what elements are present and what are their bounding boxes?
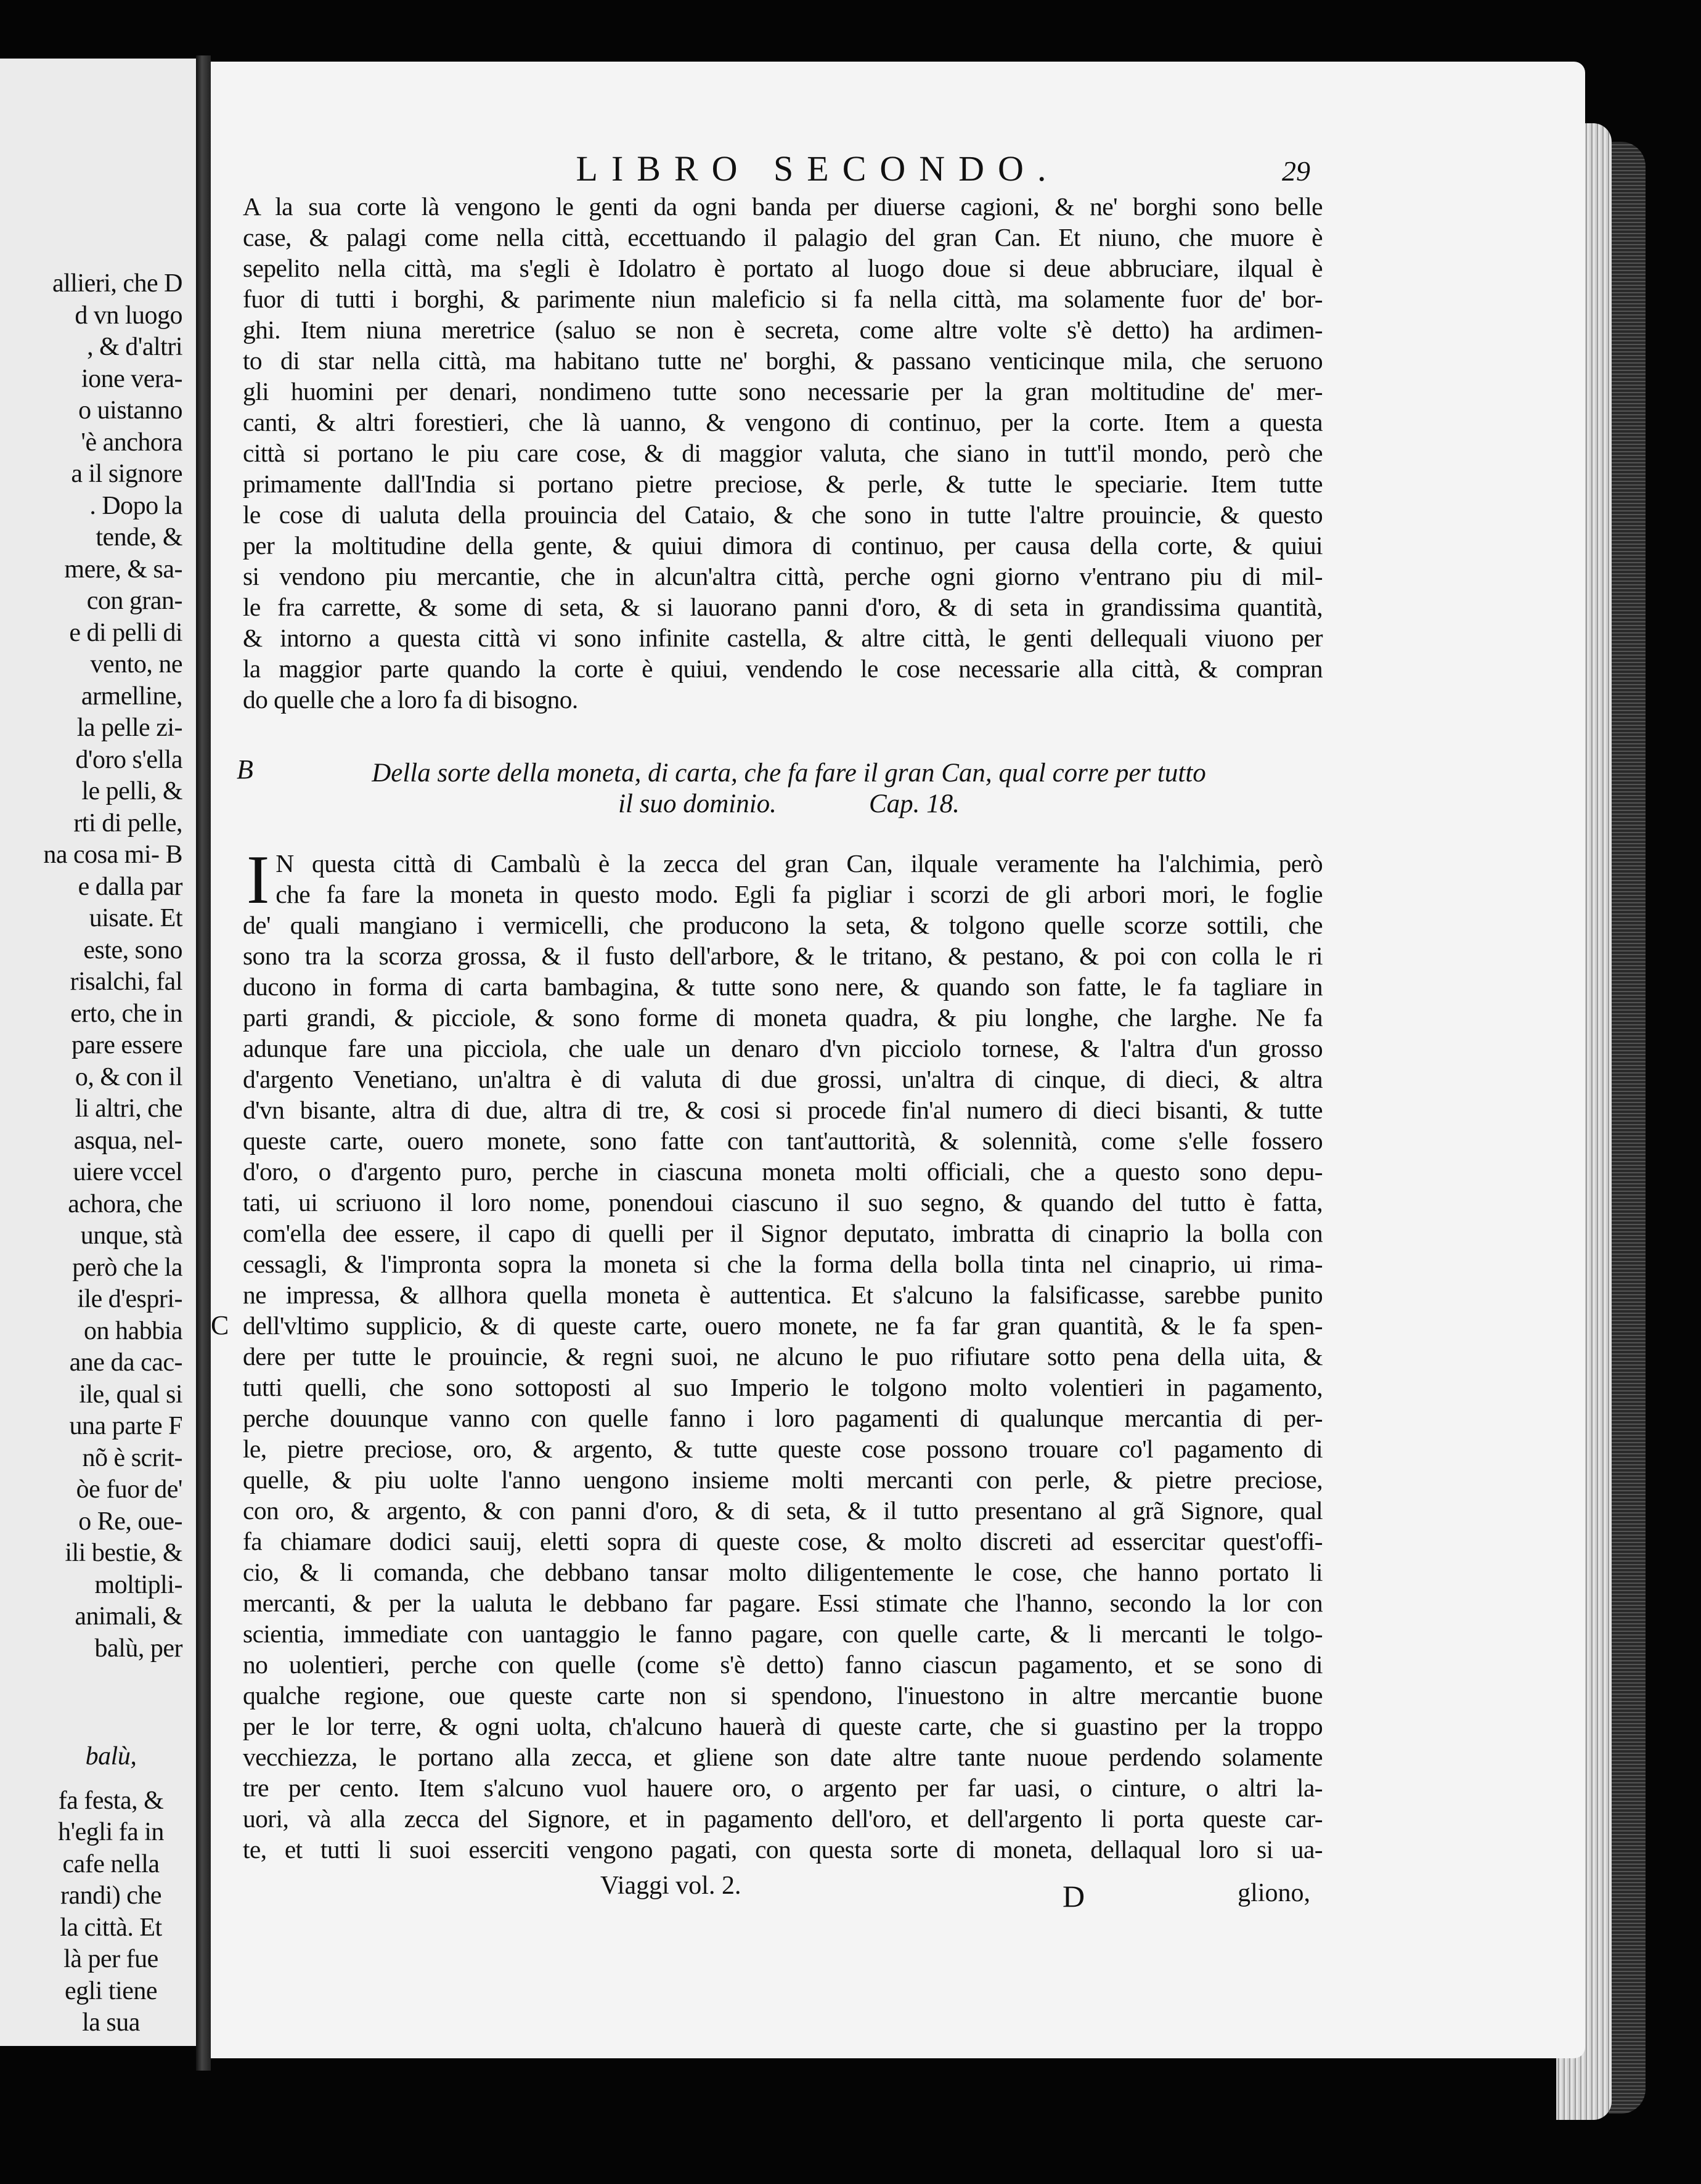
left-line: 'è anchora <box>81 428 182 457</box>
left-line: però che la <box>72 1253 182 1282</box>
text-line: con oro, & argento, & con panni d'oro, & di seta, & il tutto presentano al grã Signore, qual <box>243 1496 1323 1525</box>
left-line: unque, stà <box>80 1221 182 1250</box>
left-line: na cosa mi- B <box>43 841 182 869</box>
left-line: h'egli fa in <box>58 1818 164 1846</box>
text-line: N questa città di Cambalù è la zecca del gran Can, ilquale veramente ha l'alchimia, però <box>275 849 1323 878</box>
drop-cap: I <box>247 842 270 918</box>
text-line: tutti quelli, che sono sottoposti al suo Imperio le tolgono molto volentieri in pagamento, <box>243 1373 1323 1401</box>
text-line: parti grandi, & picciole, & sono forme di moneta quadra, & piu longhe, che larghe. Ne fa <box>243 1003 1323 1032</box>
text-line: perche douunque vanno con quelle fanno i loro pagamenti di qualunque mercantia di per- <box>243 1404 1323 1432</box>
text-line: canti, & altri forestieri, che là uanno, & vengono di continuo, per la corte. Item a questa <box>243 408 1323 436</box>
text-line: com'ella dee essere, il capo di quelli per il Signor deputato, imbratta di cinaprio la bolla con <box>243 1219 1323 1247</box>
text-line: A la sua corte là vengono le genti da ogni banda per diuerse cagioni, & ne' borghi sono belle <box>243 192 1323 221</box>
left-spacer <box>0 1773 185 1785</box>
left-line: o uistanno <box>78 396 182 425</box>
text-line: sepelito nella città, ma s'egli è Idolatro è portato al luogo doue si deue abbruciare, ilqual è <box>243 254 1323 282</box>
text-line: che fa fare la moneta in questo modo. Egli fa pigliar i scorzi de gli arbori mori, le foglie <box>275 880 1323 908</box>
left-line: d'oro s'ella <box>75 745 182 774</box>
text-line: case, & palagi come nella città, eccettuando il palagio del gran Can. Et niuno, che muore è <box>243 223 1323 251</box>
left-line: vento, ne <box>90 650 182 678</box>
text-line: si vendono piu mercantie, che in alcun'altra città, perche ogni giorno v'entrano piu di mil- <box>243 562 1323 590</box>
left-line: a il signore <box>71 460 182 488</box>
left-line: allieri, che D <box>52 269 182 298</box>
text-line: cessagli, & l'impronta sopra la moneta si che la forma della bolla tinta nel cinaprio, ui rima- <box>243 1250 1323 1278</box>
text-line: città si portano le piu care cose, & di maggior valuta, che siano in tutt'il mondo, però che <box>243 439 1323 467</box>
paragraph-1 <box>243 191 1323 715</box>
text-line: de' quali mangiano i vermicelli, che producono la seta, & tolgono quelle scorze sottili, che <box>243 911 1323 939</box>
quire-signature-letter: D <box>1063 1879 1085 1913</box>
text-line: & intorno a questa città vi sono infinite castella, & altre città, le genti dellequali viuono per <box>243 624 1323 652</box>
left-line: cafe nella <box>62 1849 160 1878</box>
text-line: gli huomini per denari, nondimeno tutte sono necessarie per la gran moltitudine de' mer- <box>243 377 1323 405</box>
text-line: le cose di ualuta della prouincia del Cataio, & che sono in tutte l'altre prouincie, & questo <box>243 500 1323 529</box>
left-line: uisate. Et <box>89 904 182 932</box>
left-line: ili bestie, & <box>65 1539 182 1567</box>
text-line: le, pietre preciose, oro, & argento, & tutte queste cose possono trouare co'l pagamento di <box>243 1435 1323 1463</box>
left-line: asqua, nel- <box>73 1126 182 1155</box>
text-line: tre per cento. Item s'alcuno vuol hauere oro, o argento per far uasi, o cinture, o altri la- <box>243 1774 1323 1802</box>
chapter-title-line-2 <box>329 789 1249 820</box>
left-line: balù, <box>85 1742 137 1770</box>
catchword: gliono, <box>1238 1879 1310 1907</box>
text-line-with-margin <box>211 1310 1323 1341</box>
text-line: queste carte, ouero monete, sono fatte con tant'auttorità, & solennità, come s'elle fossero <box>243 1127 1323 1155</box>
text-line: tati, ui scriuono il loro nome, ponendoui ciascuno il suo segno, & quando del tutto è fatta, <box>243 1188 1323 1216</box>
section-gap <box>243 820 1323 848</box>
left-line: ione vera- <box>81 364 182 393</box>
left-line: e di pelli di <box>69 618 182 647</box>
left-line: uiere vccel <box>73 1158 182 1186</box>
left-line: erto, che in <box>70 999 182 1028</box>
left-line: moltipli- <box>94 1570 182 1599</box>
chapter-heading <box>237 754 1323 820</box>
left-line: d vn luogo <box>75 301 182 330</box>
text-line: d'vn bisante, altra di due, altra di tre, & cosi si procede fin'al numero di dieci bisanti, & tutte <box>243 1096 1323 1124</box>
left-line: òe fuor de' <box>76 1475 182 1504</box>
left-facing-page <box>0 59 200 2046</box>
left-line: on habbia <box>84 1316 182 1345</box>
left-line: balù, per <box>94 1634 182 1663</box>
text-line: le fra carrette, & some di seta, & si lauorano panni d'oro, & di seta in grandissima quantità, <box>243 593 1323 621</box>
left-line: mere, & sa- <box>64 555 182 584</box>
text-line: dere per tutte le prouincie, & regni suoi, ne alcuno le puo rifiutare sotto pena della uita, & <box>243 1342 1323 1371</box>
text-line: sono tra la scorza grossa, & il fusto dell'arbore, & le tritano, & pestano, & poi con colla le ri <box>243 942 1323 970</box>
running-head <box>243 148 1323 191</box>
left-line: armelline, <box>81 682 182 711</box>
text-line: uori, và alla zecca del Signore, et in pagamento dell'oro, et dell'argento li porta queste car- <box>243 1804 1323 1833</box>
left-line: rti di pelle, <box>73 809 182 837</box>
page-footer <box>243 1871 1323 1913</box>
chapter-number: Cap. 18. <box>868 789 960 818</box>
margin-letter-b: B <box>237 754 253 784</box>
left-line: tende, & <box>96 523 182 552</box>
text-line: fa chiamare dodici sauij, eletti sopra di queste cose, & molto discreti ad essercitar quest'offi- <box>243 1527 1323 1555</box>
chapter-title-line-2-text: il suo dominio. <box>618 789 777 818</box>
left-page-tail <box>0 1741 185 2039</box>
text-line: la maggior parte quando la corte è quiui, vendendo le cose necessarie alla città, & compran <box>243 654 1323 683</box>
running-title: LIBRO SECONDO. <box>576 149 1060 189</box>
text-line: primamente dall'India si portano pietre preciose, & perle, & tutte le speciarie. Item tutte <box>243 470 1323 498</box>
text-line: do quelle che a loro fa di bisogno. <box>243 685 578 714</box>
left-page-text <box>0 268 182 1664</box>
text-line: vecchiezza, le portano alla zecca, et gliene son date altre tante nuoue perdendo solamente <box>243 1743 1323 1771</box>
left-line: la pelle zi- <box>76 714 182 742</box>
signature-line: Viaggi vol. 2. <box>600 1872 741 1900</box>
left-line: una parte F <box>69 1412 182 1440</box>
margin-letter-c: C <box>211 1310 229 1340</box>
page-number: 29 <box>1282 155 1310 187</box>
left-line: pare essere <box>71 1031 182 1059</box>
section-gap <box>243 715 1323 758</box>
left-line: nõ è scrit- <box>82 1443 182 1472</box>
left-line: li altri, che <box>75 1094 182 1123</box>
left-line: con gran- <box>86 587 182 615</box>
text-line: te, et tutti li suoi esserciti vengono pagati, con questa sorte di moneta, dellaqual loro si ua- <box>243 1835 1323 1864</box>
left-line: fa festa, & <box>58 1786 164 1815</box>
text-line: per le lor terre, & ogni uolta, ch'alcuno hauerà di queste carte, che si guastino per la troppo <box>243 1712 1323 1740</box>
text-line: mercanti, & per la ualuta le debbano far pagare. Essi stimate che l'hanno, secondo la lor con <box>243 1589 1323 1617</box>
left-line: la sua <box>82 2008 140 2037</box>
left-line: ile d'espri- <box>77 1285 182 1313</box>
book-spine-edge <box>1609 142 1646 2114</box>
text-line: per la moltitudine della gente, & quiui dimora di continuo, per causa della corte, & quiui <box>243 531 1323 560</box>
text-line: adunque fare una picciola, che uale un denaro d'vn picciolo tornese, & l'altra d'un grosso <box>243 1034 1323 1062</box>
chapter-title-line-1: Della sorte della moneta, di carta, che fa fare il gran Can, qual corre per tutto <box>372 759 1206 788</box>
text-line: to di star nella città, ma habitano tutte ne' borghi, & passano venticinque mila, che seruono <box>243 346 1323 375</box>
left-line: ile, qual si <box>79 1380 182 1409</box>
text-line: no uolentieri, perche con quelle (come s'è detto) fanno ciascun pagamento, et se sono di <box>243 1650 1323 1679</box>
text-line: quelle, & piu uolte l'anno uengono insieme molti mercanti con perle, & pietre preciose, <box>243 1465 1323 1494</box>
left-line: randi) che <box>60 1881 162 1910</box>
text-line: d'oro, o d'argento puro, perche in ciascuna moneta molti officiali, che a questo sono depu- <box>243 1157 1323 1186</box>
text-line: qualche regione, oue queste carte non si spendono, l'inuestono in altre mercantie buone <box>243 1681 1323 1709</box>
text-line: ne impressa, & allhora quella moneta è auttentica. Et s'alcuno la falsificasse, sarebbe punito <box>243 1281 1323 1309</box>
left-line: o Re, oue- <box>78 1507 182 1536</box>
text-line: ghi. Item niuna meretrice (saluo se non è secreta, come altre volte s'è detto) ha ardimen- <box>243 316 1323 344</box>
left-line: achora, che <box>68 1189 182 1218</box>
book-gutter <box>196 55 211 2071</box>
main-page <box>211 62 1585 2058</box>
text-line: dell'vltimo supplicio, & di queste carte, ouero monete, ne fa far gran quantità, & le fa spen- <box>243 1311 1323 1340</box>
left-line: este, sono <box>83 935 182 964</box>
left-line: là per fue <box>63 1945 158 1973</box>
text-line: d'argento Venetiano, un'altra è di valuta di due grossi, un'altra di cinque, di dieci, & altra <box>243 1065 1323 1093</box>
left-line: la città. Et <box>60 1913 162 1942</box>
left-line: , & d'altri <box>87 333 182 361</box>
text-line: scientia, immediate con uantaggio le fanno pagare, con quelle carte, & li mercanti le tolgo- <box>243 1620 1323 1648</box>
text-line: cio, & li comanda, che debbano tansar molto diligentemente le cose, che hanno portato li <box>243 1558 1323 1586</box>
left-line: o, & con il <box>75 1062 182 1091</box>
left-line: animali, & <box>75 1602 182 1631</box>
text-line: ducono in forma di carta bambagina, & tutte sono nere, & quando son fatte, le fa tagliare in <box>243 972 1323 1001</box>
left-line: . Dopo la <box>89 491 182 520</box>
left-line: egli tiene <box>64 1976 158 2005</box>
text-line: fuor di tutti i borghi, & parimente niun maleficio si fa nella città, ma solamente fuor de' bor- <box>243 285 1323 313</box>
left-line: le pelli, & <box>81 777 182 805</box>
left-line: ane da cac- <box>69 1348 182 1377</box>
left-line: risalchi, fal <box>70 968 182 996</box>
paragraph-2 <box>211 842 1323 1865</box>
left-line: e dalla par <box>78 872 182 901</box>
text-block <box>211 148 1323 1913</box>
